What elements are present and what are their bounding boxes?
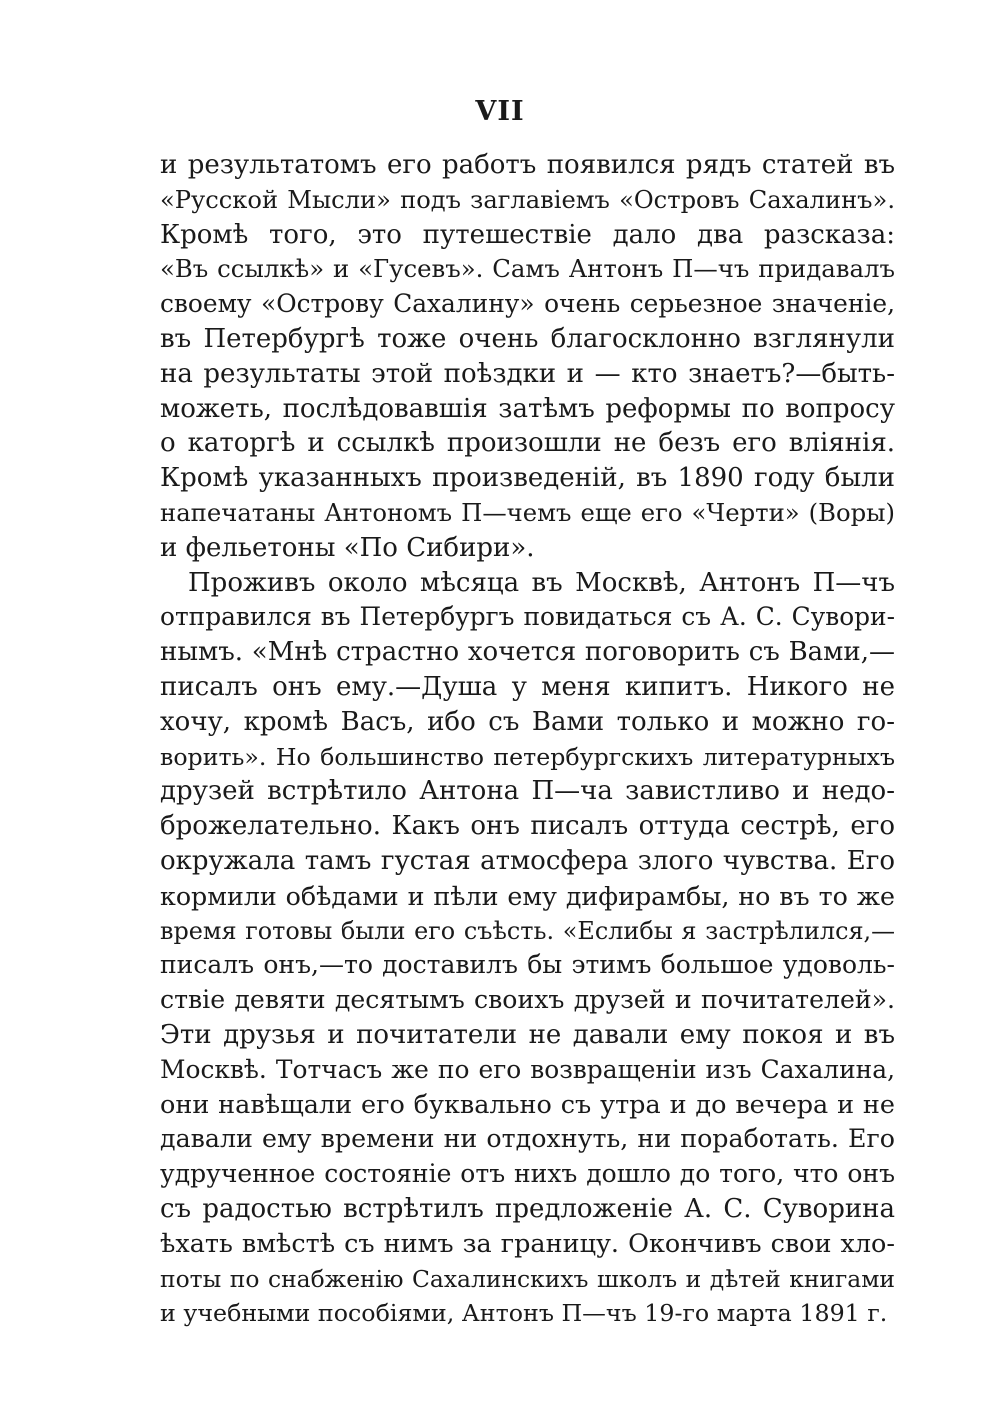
text-line: кормили обѣдами и пѣли ему дифирамбы, но въ то же: [160, 880, 895, 911]
paragraph: [160, 566, 895, 1332]
text-line: и результатомъ его работъ появился рядъ статей въ: [160, 150, 895, 180]
paragraph: [160, 148, 895, 566]
text-line: своему «Острову Сахалину» очень серьезное значеніе,: [160, 289, 895, 319]
text-line: ѣхать вмѣстѣ съ нимъ за границу. Окончивъ свои хло-: [160, 1228, 895, 1259]
text-line: на результаты этой поѣздки и — кто знаетъ?—быть-: [160, 358, 895, 389]
page-number: VII: [475, 96, 525, 127]
text-line: поты по снабженію Сахалинскихъ школъ и дѣтей книгами: [160, 1264, 895, 1293]
text-line: съ радостью встрѣтилъ предложеніе А. С. Суворина: [160, 1193, 895, 1224]
text-line: нымъ. «Мнѣ страстно хочется поговорить съ Вами,—: [160, 637, 895, 668]
text-line: друзей встрѣтило Антона П—ча завистливо и недо-: [160, 776, 895, 807]
text-line: «Въ ссылкѣ» и «Гусевъ». Самъ Антонъ П—чъ придавалъ: [160, 254, 895, 284]
text-line: и учебными пособіями, Антонъ П—чъ 19-го марта 1891 г.: [160, 1299, 888, 1328]
text-line: писалъ онъ,—то доставилъ бы этимъ большое удоволь-: [160, 950, 895, 980]
text-line: о каторгѣ и ссылкѣ произошли не безъ его вліянія.: [160, 428, 895, 459]
text-line: брожелательно. Какъ онъ писалъ оттуда сестрѣ, его: [160, 811, 895, 842]
text-line: отправился въ Петербургъ повидаться съ А. С. Сувори-: [160, 602, 895, 632]
text-line: ствіе девяти десятымъ своихъ друзей и почитателей».: [160, 985, 895, 1015]
text-line: время готовы были его съѣсть. «Еслибы я застрѣлился,—: [160, 916, 895, 945]
text-line: окружала тамъ густая атмосфера злого чувства. Его: [160, 845, 895, 876]
text-line: удрученное состояніе отъ нихъ дошло до того, что онъ: [160, 1159, 895, 1189]
text-line: Кромѣ указанныхъ произведеній, въ 1890 году были: [160, 463, 895, 494]
text-line: «Русской Мысли» подъ заглавіемъ «Островъ Сахалинъ».: [160, 185, 895, 214]
text-line: можеть, послѣдовавшія затѣмъ реформы по вопросу: [160, 393, 895, 424]
body-text: [160, 148, 895, 1331]
text-line: Проживъ около мѣсяца въ Москвѣ, Антонъ П—чъ: [188, 567, 895, 598]
text-line: ворить». Но большинство петербургскихъ литературныхъ: [160, 742, 895, 771]
text-line: въ Петербургѣ тоже очень благосклонно взглянули: [160, 323, 895, 354]
text-line: давали ему времени ни отдохнуть, ни поработать. Его: [160, 1124, 895, 1154]
text-line: они навѣщали его буквально съ утра и до вечера и не: [160, 1089, 895, 1120]
text-line: хочу, кромѣ Васъ, ибо съ Вами только и можно го-: [160, 706, 895, 737]
text-line: напечатаны Антономъ П—чемъ еще его «Черти» (Воры): [160, 497, 895, 527]
text-line: Кромѣ того, это путешествіе дало два разсказа:: [160, 219, 895, 250]
text-line: писалъ онъ ему.—Душа у меня кипитъ. Никого не: [160, 671, 895, 702]
text-line: и фельетоны «По Сибири».: [160, 532, 535, 563]
text-line: Москвѣ. Тотчасъ же по его возвращеніи изъ Сахалина,: [160, 1054, 895, 1084]
text-line: Эти друзья и почитатели не давали ему покоя и въ: [160, 1019, 895, 1050]
